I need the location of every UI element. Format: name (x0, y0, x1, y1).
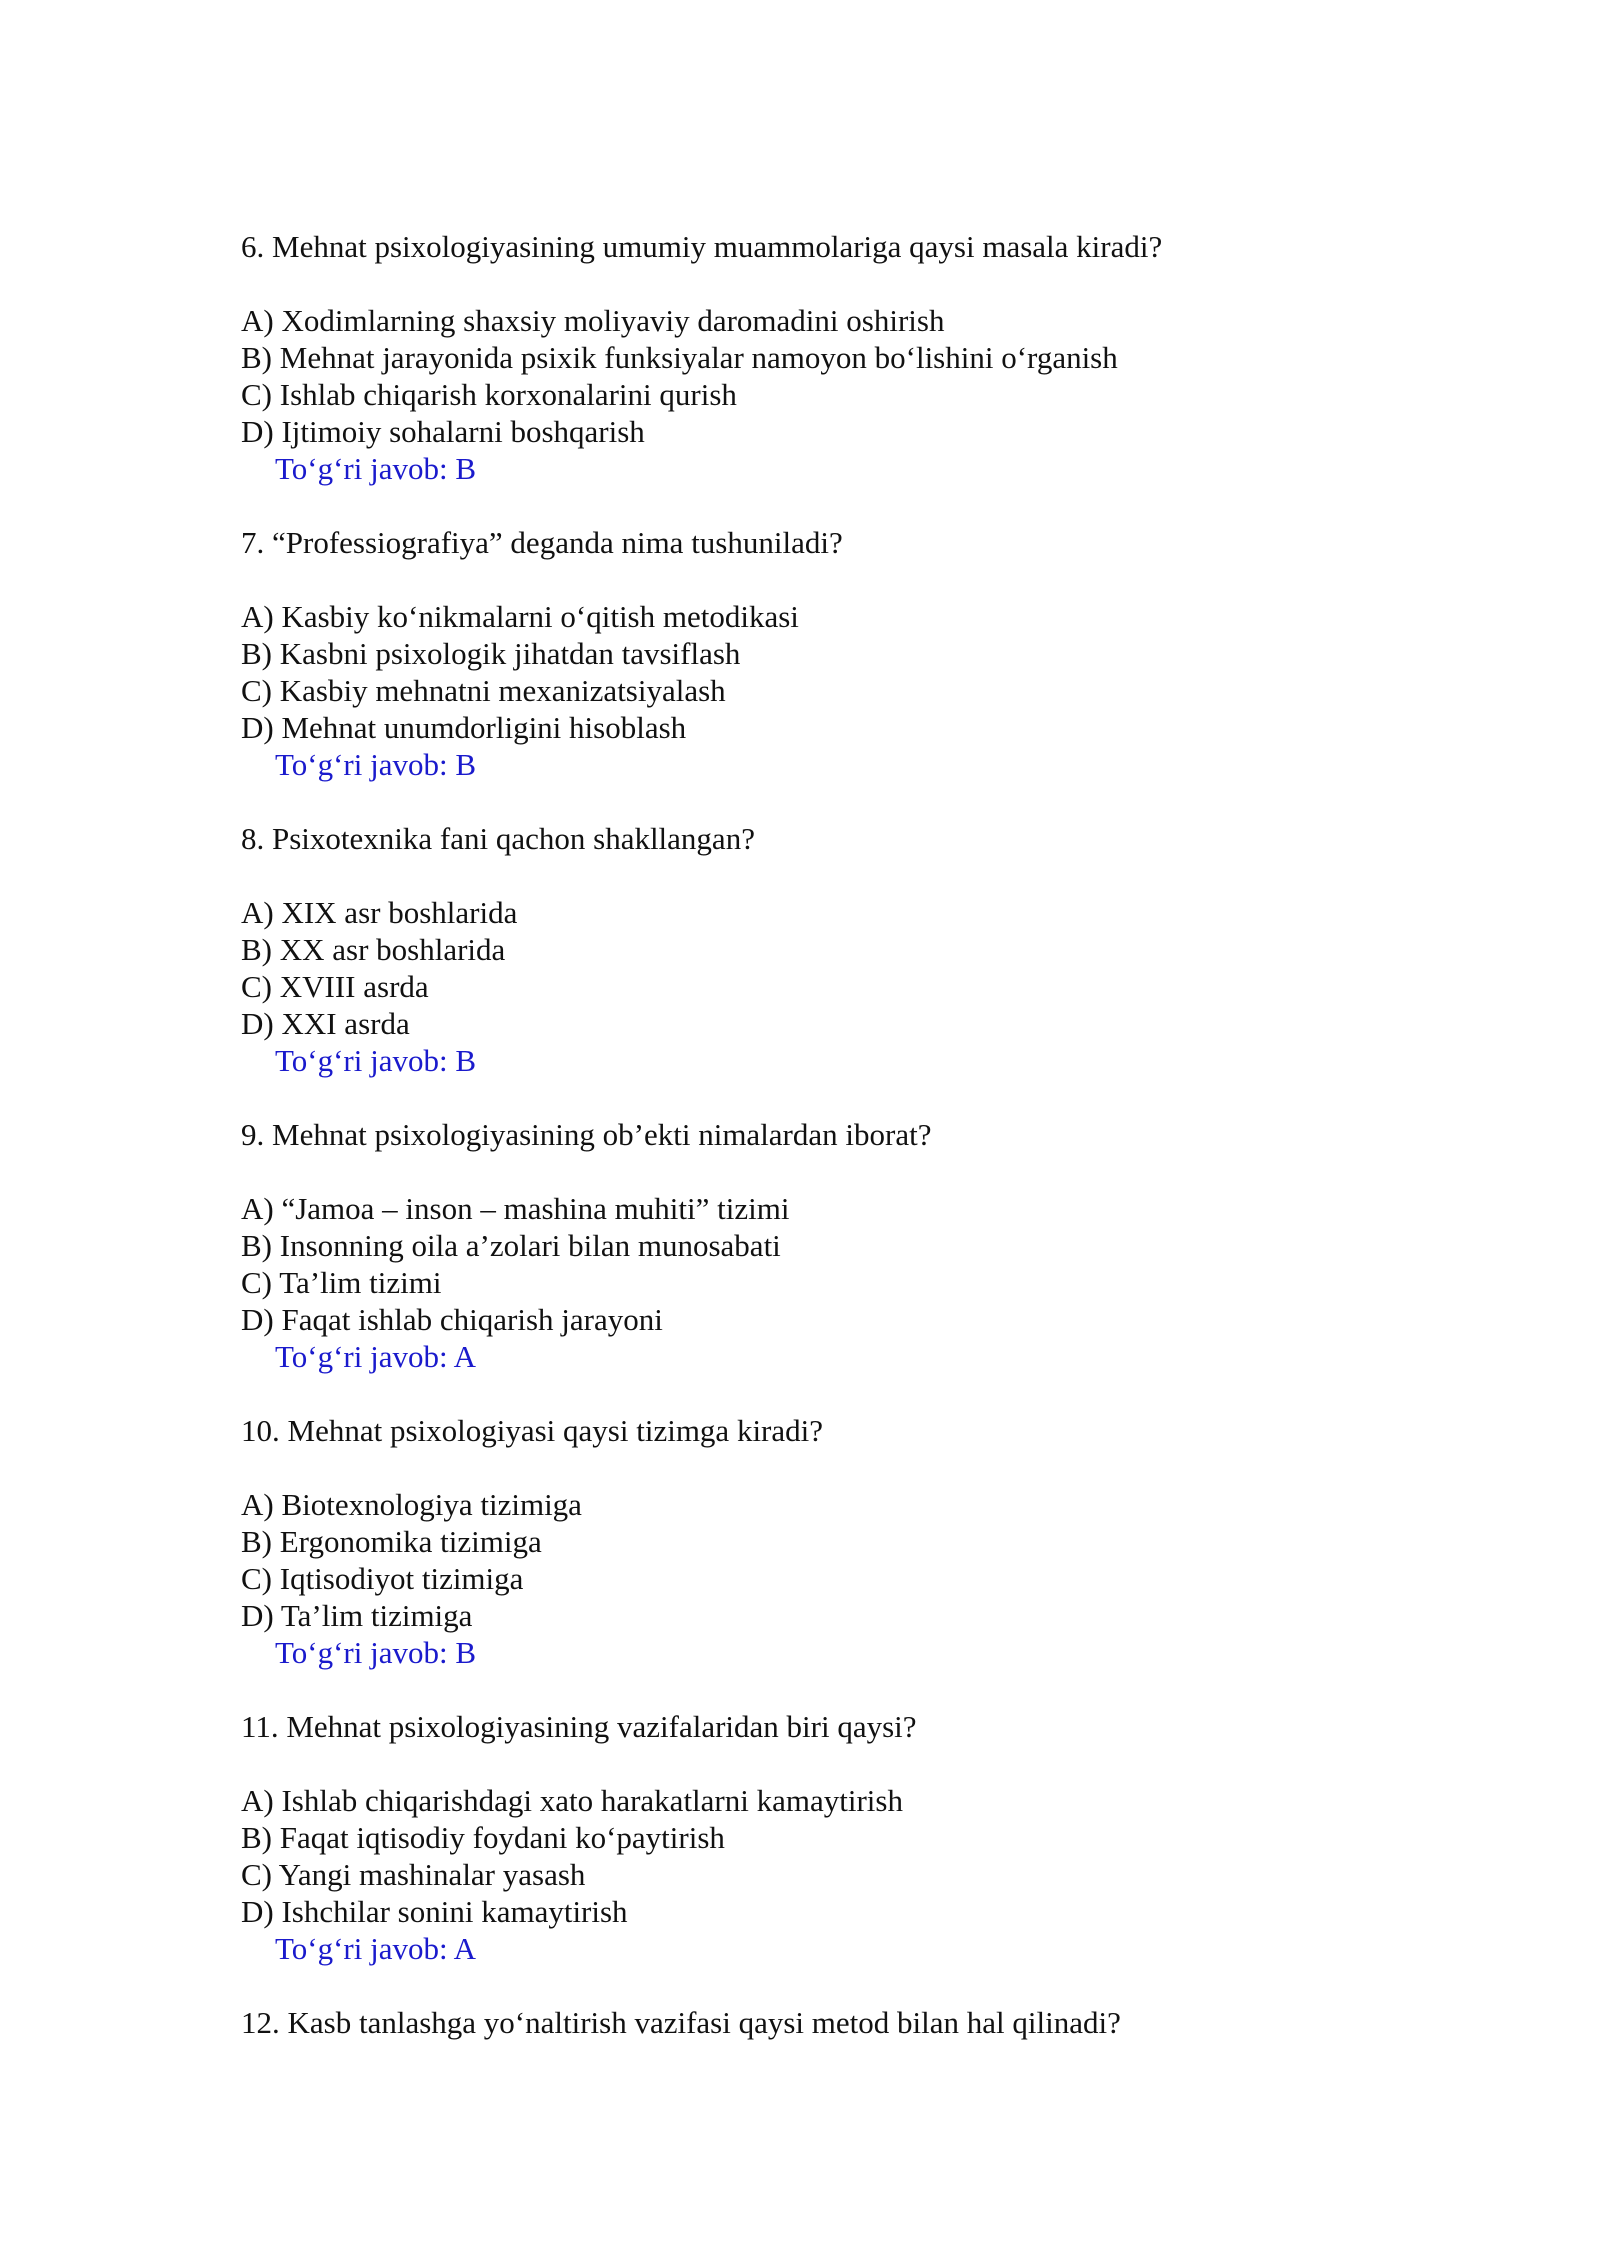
option-c: C) Ta’lim tizimi (241, 1265, 442, 1300)
question-block-12 (241, 2004, 1421, 2041)
spacer (241, 1079, 1421, 1116)
option-a: A) Kasbiy ko‘nikmalarni o‘qitish metodikasi (241, 599, 799, 634)
option-c: C) Iqtisodiyot tizimiga (241, 1561, 524, 1596)
spacer (241, 1745, 1421, 1782)
option-a: A) Biotexnologiya tizimiga (241, 1487, 582, 1522)
question-text: 11. Mehnat psixologiyasining vazifalaridan biri qaysi? (241, 1709, 917, 1744)
option-b: B) Ergonomika tizimiga (241, 1524, 542, 1559)
option-b: B) Faqat iqtisodiy foydani ko‘paytirish (241, 1820, 725, 1855)
question-block-7 (241, 524, 1421, 820)
question-text: 12. Kasb tanlashga yo‘naltirish vazifasi qaysi metod bilan hal qilinadi? (241, 2005, 1121, 2040)
option-c: C) Ishlab chiqarish korxonalarini qurish (241, 377, 737, 412)
option-c: C) XVIII asrda (241, 969, 429, 1004)
spacer (241, 1671, 1421, 1708)
correct-answer: To‘g‘ri javob: A (275, 1931, 477, 1966)
spacer (241, 1375, 1421, 1412)
option-c: C) Kasbiy mehnatni mexanizatsiyalash (241, 673, 726, 708)
option-b: B) XX asr boshlarida (241, 932, 506, 967)
option-a: A) Xodimlarning shaxsiy moliyaviy daromadini oshirish (241, 303, 945, 338)
spacer (241, 857, 1421, 894)
question-block-10 (241, 1412, 1421, 1708)
spacer (241, 487, 1421, 524)
quiz-content (241, 228, 1421, 2041)
option-d: D) Ishchilar sonini kamaytirish (241, 1894, 628, 1929)
option-b: B) Kasbni psixologik jihatdan tavsiflash (241, 636, 741, 671)
question-block-6 (241, 228, 1421, 524)
option-a: A) “Jamoa – inson – mashina muhiti” tizimi (241, 1191, 790, 1226)
option-d: D) Mehnat unumdorligini hisoblash (241, 710, 687, 745)
spacer (241, 1449, 1421, 1486)
spacer (241, 1967, 1421, 2004)
option-d: D) Ta’lim tizimiga (241, 1598, 473, 1633)
option-b: B) Mehnat jarayonida psixik funksiyalar namoyon bo‘lishini o‘rganish (241, 340, 1118, 375)
question-text: 9. Mehnat psixologiyasining ob’ekti nimalardan iborat? (241, 1117, 932, 1152)
correct-answer: To‘g‘ri javob: B (275, 1043, 477, 1078)
option-d: D) Faqat ishlab chiqarish jarayoni (241, 1302, 663, 1337)
question-text: 10. Mehnat psixologiyasi qaysi tizimga kiradi? (241, 1413, 824, 1448)
question-block-8 (241, 820, 1421, 1116)
question-text: 7. “Professiografiya” deganda nima tushuniladi? (241, 525, 843, 560)
spacer (241, 783, 1421, 820)
option-d: D) XXI asrda (241, 1006, 410, 1041)
correct-answer: To‘g‘ri javob: A (275, 1339, 477, 1374)
question-block-11 (241, 1708, 1421, 2004)
option-c: C) Yangi mashinalar yasash (241, 1857, 586, 1892)
question-text: 6. Mehnat psixologiyasining umumiy muammolariga qaysi masala kiradi? (241, 229, 1163, 264)
correct-answer: To‘g‘ri javob: B (275, 1635, 477, 1670)
option-b: B) Insonning oila a’zolari bilan munosabati (241, 1228, 781, 1263)
spacer (241, 265, 1421, 302)
option-d: D) Ijtimoiy sohalarni boshqarish (241, 414, 645, 449)
correct-answer: To‘g‘ri javob: B (275, 747, 477, 782)
option-a: A) Ishlab chiqarishdagi xato harakatlarni kamaytirish (241, 1783, 903, 1818)
spacer (241, 561, 1421, 598)
option-a: A) XIX asr boshlarida (241, 895, 518, 930)
correct-answer: To‘g‘ri javob: B (275, 451, 477, 486)
question-text: 8. Psixotexnika fani qachon shakllangan? (241, 821, 755, 856)
question-block-9 (241, 1116, 1421, 1412)
spacer (241, 1153, 1421, 1190)
